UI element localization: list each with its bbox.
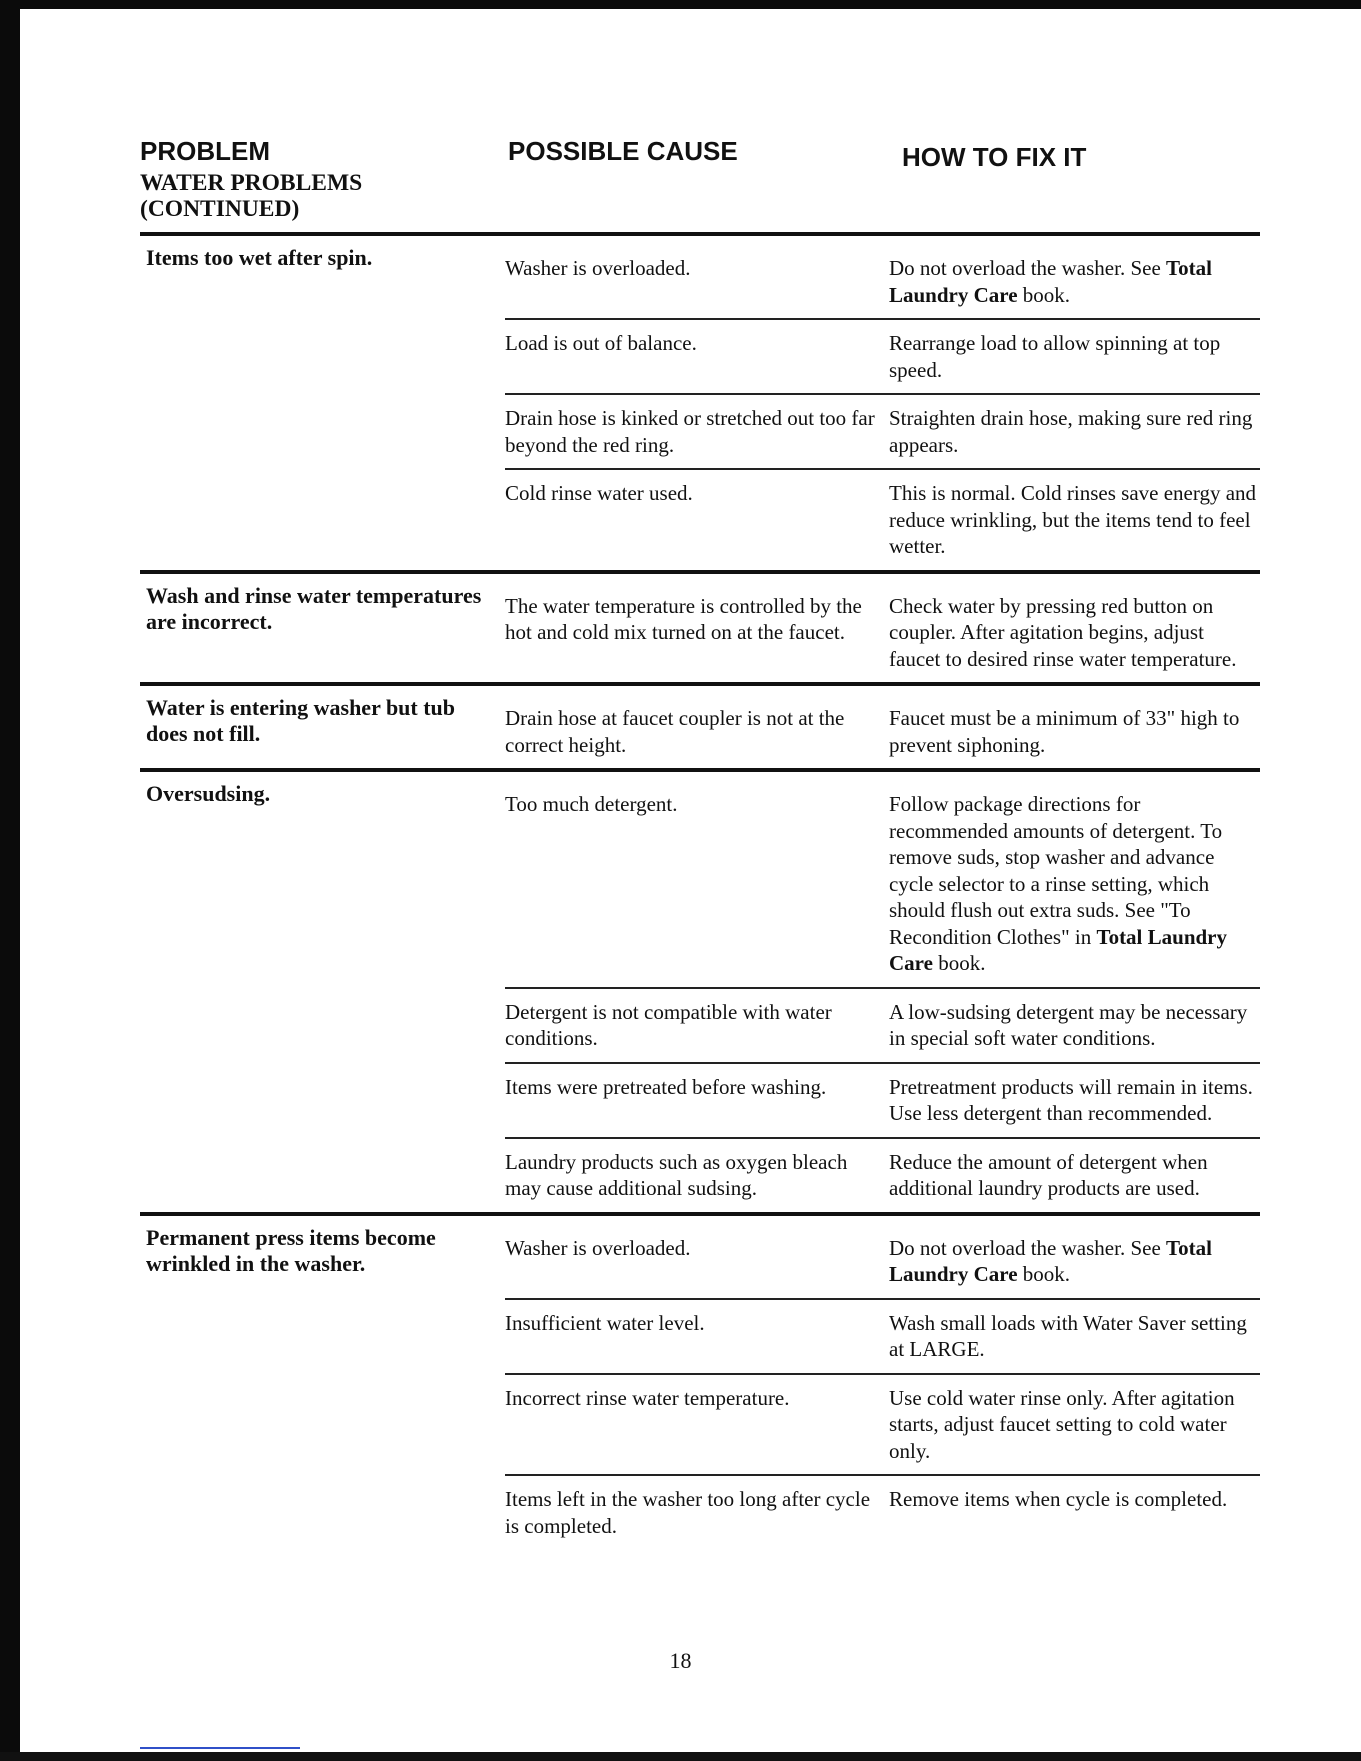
problem-group bbox=[140, 686, 1260, 768]
header-how-to-fix: HOW TO FIX IT bbox=[902, 142, 1087, 172]
cause-fix-row bbox=[505, 1137, 1260, 1212]
cause-fix-row bbox=[505, 781, 1260, 987]
possible-cause: Detergent is not compatible with water conditions. bbox=[505, 999, 832, 1050]
problem-label: Oversudsing. bbox=[146, 781, 271, 806]
fix-text-end: book. bbox=[932, 951, 986, 975]
possible-cause: Too much detergent. bbox=[505, 792, 678, 816]
cause-fix-row bbox=[505, 318, 1260, 393]
how-to-fix bbox=[889, 1149, 1260, 1202]
how-to-fix bbox=[889, 1235, 1260, 1288]
possible-cause: Drain hose is kinked or stretched out too far beyond the red ring. bbox=[505, 406, 875, 457]
fix-text: Remove items when cycle is completed. bbox=[889, 1487, 1228, 1511]
fix-text: Wash small loads with Water Saver setting at LARGE. bbox=[889, 1310, 1247, 1361]
cause-fix-row bbox=[505, 245, 1260, 318]
cause-fix-row bbox=[505, 1225, 1260, 1298]
fix-text-end: book. bbox=[1017, 282, 1071, 307]
how-to-fix bbox=[889, 255, 1260, 308]
how-to-fix bbox=[889, 480, 1260, 560]
problem-group bbox=[140, 1216, 1260, 1550]
cause-fix-list bbox=[505, 695, 1260, 768]
problem-group bbox=[140, 236, 1260, 570]
how-to-fix bbox=[889, 1074, 1260, 1127]
scan-artifact-line bbox=[140, 1747, 300, 1749]
cause-fix-row bbox=[505, 583, 1260, 683]
page-number: 18 bbox=[669, 1648, 692, 1673]
how-to-fix bbox=[889, 705, 1260, 758]
possible-cause: Drain hose at faucet coupler is not at the correct height. bbox=[505, 706, 845, 757]
fix-text: This is normal. Cold rinses save energy and reduce wrinkling, but the items tend to feel wetter. bbox=[889, 481, 1257, 558]
fix-text: Faucet must be a minimum of 33" high to prevent siphoning. bbox=[889, 706, 1240, 757]
how-to-fix bbox=[889, 1310, 1260, 1363]
how-to-fix bbox=[889, 999, 1260, 1052]
possible-cause: Cold rinse water used. bbox=[505, 481, 693, 505]
section-title bbox=[140, 170, 470, 222]
possible-cause: Laundry products such as oxygen bleach may cause additional sudsing. bbox=[505, 1149, 848, 1200]
cause-fix-row bbox=[505, 1474, 1260, 1549]
fix-book-title: Total Laundry Care bbox=[889, 256, 1212, 307]
how-to-fix bbox=[889, 593, 1260, 673]
cause-fix-row bbox=[505, 695, 1260, 768]
how-to-fix bbox=[889, 330, 1260, 383]
problem-group bbox=[140, 772, 1260, 1212]
fix-text-end: book. bbox=[1017, 1262, 1071, 1286]
section-title-line1: WATER PROBLEMS bbox=[140, 170, 363, 196]
cause-fix-row bbox=[505, 393, 1260, 468]
possible-cause: Incorrect rinse water temperature. bbox=[505, 1385, 790, 1410]
problem-label: Items too wet after spin. bbox=[146, 245, 373, 270]
cause-fix-row bbox=[505, 1373, 1260, 1475]
possible-cause: Load is out of balance. bbox=[505, 331, 697, 355]
possible-cause: Washer is overloaded. bbox=[505, 1235, 691, 1260]
how-to-fix bbox=[889, 1385, 1260, 1465]
problem-group bbox=[140, 574, 1260, 683]
problem-label: Wash and rinse water temperatures are incorrect. bbox=[146, 582, 482, 634]
fix-text: A low-sudsing detergent may be necessary in special soft water conditions. bbox=[889, 999, 1248, 1050]
fix-text: Do not overload the washer. See bbox=[889, 256, 1167, 280]
problem-label: Permanent press items become wrinkled in the washer. bbox=[146, 1224, 436, 1276]
possible-cause: Items were pretreated before washing. bbox=[505, 1074, 827, 1099]
how-to-fix bbox=[889, 1486, 1260, 1539]
section-title-line2: (CONTINUED) bbox=[140, 196, 300, 222]
scan-border-top bbox=[0, 0, 1361, 9]
cause-fix-list bbox=[505, 583, 1260, 683]
how-to-fix bbox=[889, 405, 1260, 458]
fix-text: Reduce the amount of detergent when additional laundry products are used. bbox=[889, 1149, 1208, 1200]
fix-text: Pretreatment products will remain in items. Use less detergent than recommended. bbox=[889, 1074, 1253, 1125]
possible-cause: The water temperature is controlled by the hot and cold mix turned on at the faucet. bbox=[505, 593, 862, 644]
possible-cause: Items left in the washer too long after cycle is completed. bbox=[505, 1487, 871, 1538]
possible-cause: Washer is overloaded. bbox=[505, 256, 691, 280]
fix-text: Do not overload the washer. See bbox=[889, 1235, 1167, 1260]
fix-book-title: Total Laundry Care bbox=[889, 924, 1228, 975]
cause-fix-row bbox=[505, 987, 1260, 1062]
how-to-fix bbox=[889, 791, 1260, 977]
fix-text: Straighten drain hose, making sure red ring appears. bbox=[889, 406, 1253, 457]
fix-text: Use cold water rinse only. After agitation starts, adjust faucet setting to cold water only. bbox=[889, 1385, 1235, 1463]
scan-border-left bbox=[0, 0, 20, 1761]
problem-label: Water is entering washer but tub does not fill. bbox=[146, 695, 456, 746]
fix-text: Check water by pressing red button on coupler. After agitation begins, adjust faucet to desired rinse water temperature. bbox=[889, 593, 1237, 671]
possible-cause: Insufficient water level. bbox=[505, 1310, 705, 1335]
cause-fix-list bbox=[505, 245, 1260, 570]
fix-book-title: Total Laundry Care bbox=[889, 1235, 1212, 1286]
fix-text: Rearrange load to allow spinning at top speed. bbox=[889, 331, 1221, 382]
cause-fix-row bbox=[505, 1298, 1260, 1373]
troubleshooting-table bbox=[140, 232, 1260, 1549]
cause-fix-list bbox=[505, 1225, 1260, 1550]
cause-fix-list bbox=[505, 781, 1260, 1212]
scan-border-bottom bbox=[0, 1752, 1361, 1761]
cause-fix-row bbox=[505, 1062, 1260, 1137]
header-problem: PROBLEM bbox=[140, 136, 270, 166]
fix-text: Follow package directions for recommended amounts of detergent. To remove suds, stop washer and advance cycle selector to a rinse setting, which should flush out extra suds. See "To Recondition Clothes" in bbox=[889, 792, 1223, 949]
header-possible-cause: POSSIBLE CAUSE bbox=[508, 136, 738, 166]
cause-fix-row bbox=[505, 468, 1260, 570]
